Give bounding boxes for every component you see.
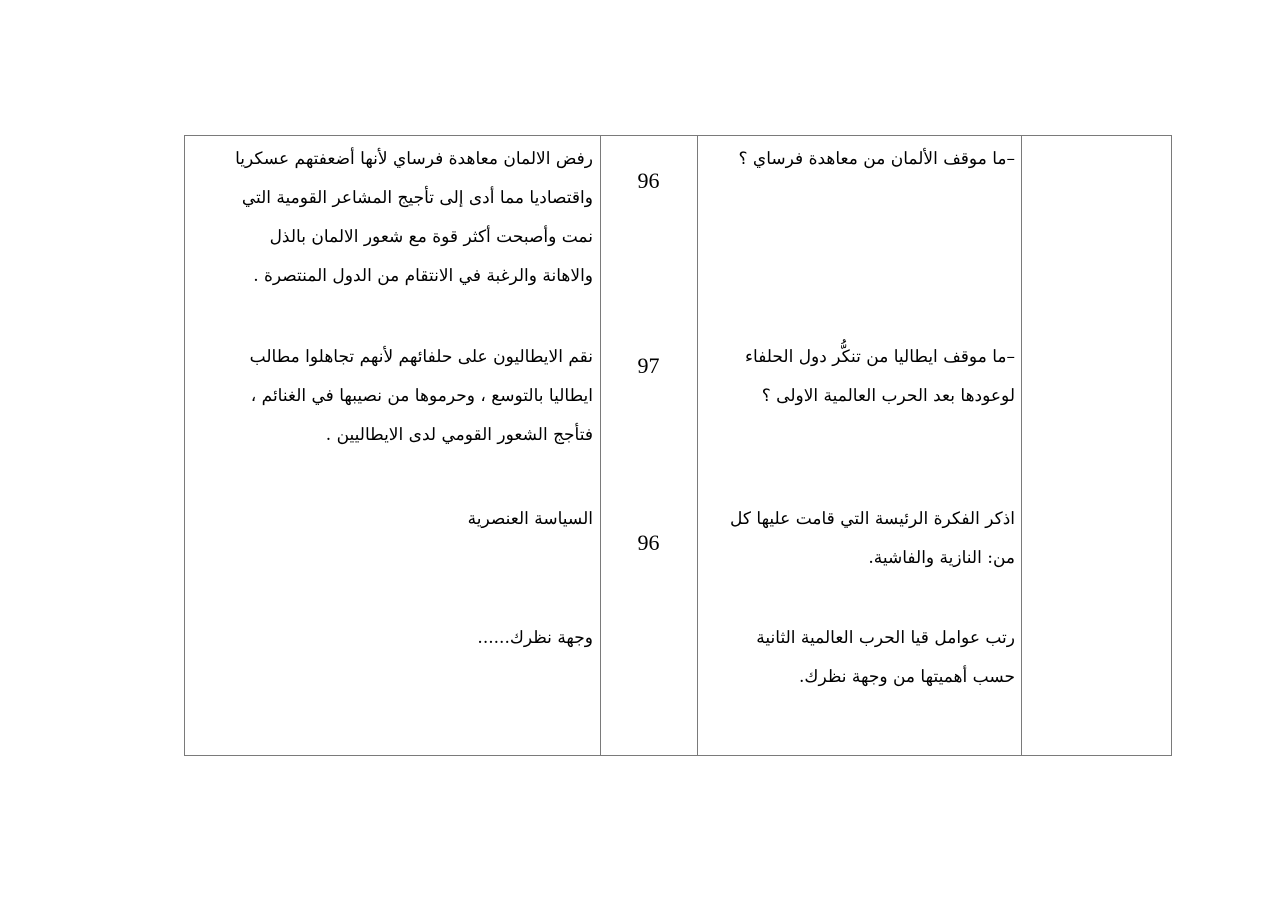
question-line: –ما موقف الألمان من معاهدة فرساي ؟ — [738, 149, 1015, 169]
question-line: من: النازية والفاشية. — [868, 548, 1015, 568]
column-divider — [697, 136, 698, 755]
question-line: –ما موقف ايطاليا من تنكُّر دول الحلفاء — [745, 347, 1015, 367]
answer-cell-2 — [250, 338, 593, 455]
page-number-3: 96 — [637, 530, 660, 555]
answer-cell-4 — [477, 619, 593, 658]
answer-line: ايطاليا بالتوسع ، وحرموها من نصيبها في الغنائم ، — [250, 386, 593, 406]
answer-line: نقم الايطاليون على حلفائهم لأنهم تجاهلوا مطالب — [249, 347, 593, 367]
answer-cell-1 — [235, 140, 593, 296]
column-divider — [1021, 136, 1022, 755]
answer-line: السياسة العنصرية — [467, 509, 593, 529]
qa-table — [184, 135, 1172, 756]
question-cell-1 — [739, 140, 1016, 179]
answer-line: واقتصاديا مما أدى إلى تأجيج المشاعر القومية التي — [241, 188, 593, 208]
answer-line: وجهة نظرك...... — [477, 628, 593, 648]
answer-line: والاهانة والرغبة في الانتقام من الدول المنتصرة . — [253, 266, 593, 286]
question-cell-2 — [745, 338, 1015, 416]
answer-line: رفض الالمان معاهدة فرساي لأنها أضعفتهم عسكريا — [235, 149, 593, 169]
question-line: رتب عوامل قيا الحرب العالمية الثانية — [756, 628, 1015, 648]
question-line: لوعودها بعد الحرب العالمية الاولى ؟ — [761, 386, 1015, 406]
question-cell-4 — [756, 619, 1015, 697]
page-number-1: 96 — [637, 168, 660, 193]
question-line: اذكر الفكرة الرئيسة التي قامت عليها كل — [730, 509, 1015, 529]
answer-line: نمت وأصبحت أكثر قوة مع شعور الالمان بالذل — [269, 227, 593, 247]
question-cell-3 — [730, 500, 1015, 578]
column-divider — [600, 136, 601, 755]
question-line: حسب أهميتها من وجهة نظرك. — [799, 667, 1015, 687]
answer-line: فتأجج الشعور القومي لدى الايطاليين . — [325, 425, 593, 445]
page-number-2: 97 — [637, 353, 660, 378]
answer-cell-3 — [468, 500, 593, 539]
